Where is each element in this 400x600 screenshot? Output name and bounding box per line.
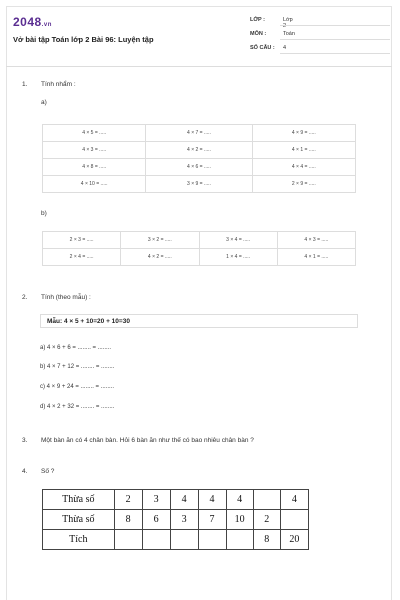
q1-part-b-label: b) xyxy=(41,210,47,217)
table-cell xyxy=(198,530,226,550)
table-cell: 4 × 10 = ..... xyxy=(43,176,146,193)
table-cell: 4 × 6 = ..... xyxy=(146,159,252,176)
table-cell: 4 × 3 = ..... xyxy=(43,142,146,159)
table-cell: 4 × 4 = ..... xyxy=(252,159,355,176)
table-cell xyxy=(114,530,142,550)
q1-text: Tính nhẩm : xyxy=(41,81,76,88)
table-cell: 3 xyxy=(170,510,198,530)
meta-divider xyxy=(280,39,390,40)
table-cell xyxy=(170,530,198,550)
table-cell: 2 × 9 = ..... xyxy=(252,176,355,193)
table-row xyxy=(43,176,356,193)
table-cell: 4 × 8 = ..... xyxy=(43,159,146,176)
table-cell: 4 × 2 = ..... xyxy=(146,142,252,159)
table-cell: Thừa số xyxy=(43,510,115,530)
table-cell: 4 × 2 = ..... xyxy=(121,249,199,266)
table-cell: 4 × 9 = ..... xyxy=(252,125,355,142)
table-cell xyxy=(142,530,170,550)
header-divider xyxy=(6,66,392,67)
table-cell: 7 xyxy=(198,510,226,530)
table-cell: 4 xyxy=(226,490,253,510)
table-cell: 1 × 4 = ..... xyxy=(199,249,277,266)
table-cell: 8 xyxy=(253,530,280,550)
table-cell: 4 × 7 = ..... xyxy=(146,125,252,142)
table-cell: 6 xyxy=(142,510,170,530)
q1-number: 1. xyxy=(22,81,28,88)
table-cell: 2 xyxy=(253,510,280,530)
table-cell xyxy=(226,530,253,550)
q1-table-b xyxy=(42,231,356,266)
meta-divider xyxy=(280,25,390,26)
q2-item-d: d) 4 × 2 + 32 = ........ = ........ xyxy=(40,404,115,410)
table-cell: Thừa số xyxy=(43,490,115,510)
q2-item-c: c) 4 × 9 + 24 = ........ = ........ xyxy=(40,384,115,390)
q4-table xyxy=(42,489,309,550)
table-row xyxy=(43,142,356,159)
table-cell: 3 × 4 = ..... xyxy=(199,232,277,249)
table-row xyxy=(43,530,309,550)
table-cell: 4 xyxy=(198,490,226,510)
table-cell: 2 xyxy=(114,490,142,510)
q4-text: Số ? xyxy=(41,468,55,475)
table-cell: 8 xyxy=(114,510,142,530)
meta-count-value: 4 xyxy=(283,45,287,51)
q2-item-a: a) 4 × 6 + 6 = ........ = ........ xyxy=(40,345,112,351)
table-cell: 4 xyxy=(280,490,308,510)
meta-subject-label: MÔN : xyxy=(250,31,267,37)
q2-text: Tính (theo mẫu) : xyxy=(41,294,91,301)
table-cell: 3 × 9 = ..... xyxy=(146,176,252,193)
q3-text: Một bàn ăn có 4 chân bàn. Hỏi 6 bàn ăn như thế có bao nhiêu chân bàn ? xyxy=(41,437,254,444)
q1-part-a-label: a) xyxy=(41,99,47,106)
table-cell: 3 xyxy=(142,490,170,510)
meta-subject-value: Toán xyxy=(283,31,295,37)
q2-number: 2. xyxy=(22,294,28,301)
q3-number: 3. xyxy=(22,437,28,444)
table-cell: 4 × 5 = ..... xyxy=(43,125,146,142)
table-row xyxy=(43,125,356,142)
table-row xyxy=(43,249,356,266)
table-cell: 3 × 2 = ..... xyxy=(121,232,199,249)
meta-divider xyxy=(280,53,390,54)
document-title: Vở bài tập Toán lớp 2 Bài 96: Luyện tập xyxy=(13,35,154,44)
q2-item-b: b) 4 × 7 + 12 = ........ = ........ xyxy=(40,364,115,370)
table-cell: 4 xyxy=(170,490,198,510)
q4-number: 4. xyxy=(22,468,28,475)
table-cell: 20 xyxy=(280,530,308,550)
table-cell xyxy=(253,490,280,510)
table-cell: 4 × 3 = ..... xyxy=(277,232,355,249)
table-cell: 4 × 1 = ..... xyxy=(252,142,355,159)
table-cell: 4 × 1 = ..... xyxy=(277,249,355,266)
q2-example-box: Mẫu: 4 × 5 + 10=20 + 10=30 xyxy=(40,314,358,328)
table-cell xyxy=(280,510,308,530)
table-row xyxy=(43,232,356,249)
table-cell: 10 xyxy=(226,510,253,530)
q1-table-a xyxy=(42,124,356,193)
table-row xyxy=(43,159,356,176)
site-logo[interactable]: 2048.vn xyxy=(13,15,52,29)
table-cell: 2 × 4 = ..... xyxy=(43,249,121,266)
table-cell: Tích xyxy=(43,530,115,550)
table-cell: 2 × 3 = ..... xyxy=(43,232,121,249)
meta-class-value: Lớp 2 xyxy=(283,17,293,29)
meta-count-label: SỐ CÂU : xyxy=(250,45,275,51)
table-row xyxy=(43,510,309,530)
table-row xyxy=(43,490,309,510)
meta-class-label: LỚP : xyxy=(250,17,265,23)
